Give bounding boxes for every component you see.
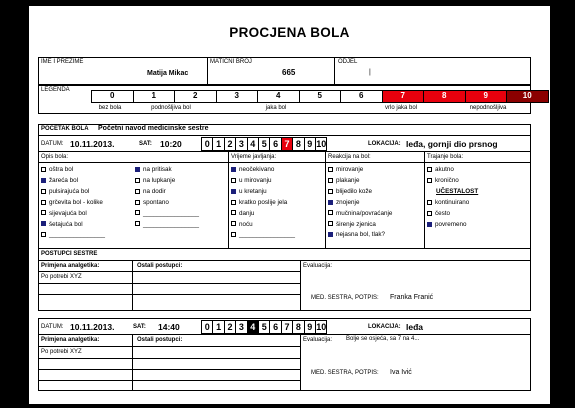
legend-cell-8: 8 [423, 90, 466, 103]
location-label-2: LOKACIJA: [368, 324, 401, 330]
reaction-option[interactable] [328, 210, 392, 217]
scale-box-8[interactable]: 8 [292, 137, 304, 151]
pain-trigger-option-label: na dodir [143, 187, 166, 195]
scale-box-7[interactable]: 7 [281, 137, 293, 151]
checkbox[interactable] [231, 221, 236, 226]
checkbox[interactable] [135, 167, 140, 172]
checkbox[interactable] [427, 178, 432, 183]
checkbox[interactable] [231, 189, 236, 194]
pain-type-option-label: šetajuća bol [49, 220, 83, 228]
start-label: POČETAK BOLA [41, 126, 89, 132]
reaction-option[interactable] [328, 188, 372, 195]
scale-box-2[interactable]: 2 [224, 320, 236, 334]
timing-option-label: danju [239, 209, 255, 217]
reaction-option-label: blijedilo kože [336, 187, 373, 195]
reaction-option[interactable] [328, 199, 359, 206]
nurse-label-1: MED. SESTRA, POTPIS: [311, 295, 379, 301]
checkbox[interactable] [41, 167, 46, 172]
pain-type-option[interactable] [41, 188, 89, 195]
legend-cell-3: 3 [216, 90, 259, 103]
date-label-2: DATUM: [41, 324, 64, 330]
scale-box-1[interactable]: 1 [212, 137, 224, 151]
checkbox[interactable] [41, 178, 46, 183]
record-value: 665 [282, 68, 296, 77]
location-value-1: leđa, gornji dio prsnog [406, 139, 498, 149]
pain-type-option[interactable] [41, 177, 78, 184]
ward-value: | [369, 69, 371, 76]
reaction-option-label: mučnina/povraćanje [336, 209, 393, 217]
legend-caption-1: podnošljiva bol [151, 105, 191, 111]
location-label-1: LOKACIJA: [368, 141, 401, 147]
scale-box-10[interactable]: 10 [316, 322, 327, 332]
duration-option[interactable] [427, 177, 459, 184]
pain-type-option[interactable] [41, 231, 105, 238]
legend-caption-0: bez bola [98, 105, 122, 111]
frequency-option[interactable] [427, 221, 467, 228]
pain-type-option[interactable] [41, 221, 83, 228]
scale-box-4[interactable]: 4 [247, 137, 259, 151]
checkbox[interactable] [231, 200, 236, 205]
checkbox[interactable] [328, 221, 333, 226]
legend-caption-4: nepodnošljiva [469, 105, 507, 111]
pain-trigger-option-label: ________________ [143, 209, 200, 217]
other-label-2: Ostali postupci: [137, 337, 183, 343]
name-label: IME I PREZIME [41, 59, 84, 65]
time-label-1: SAT: [139, 141, 152, 147]
duration-option-label: akutno [435, 166, 454, 173]
checkbox[interactable] [41, 200, 46, 205]
scale-box-9[interactable]: 9 [304, 137, 316, 151]
timing-option-label: noću [239, 220, 253, 228]
nurse-value-1: Franka Franić [390, 294, 434, 301]
scale-box-3[interactable]: 3 [235, 320, 247, 334]
date-value-1: 10.11.2013. [70, 139, 115, 149]
checkbox[interactable] [135, 178, 140, 183]
pain-type-option[interactable] [41, 199, 103, 206]
legend-cell-10: 10 [506, 90, 549, 103]
legend-cell-0: 0 [91, 90, 134, 103]
duration-label: Trajanje bola: [427, 154, 464, 160]
timing-option-label: u mirovanju [239, 176, 272, 184]
scale-box-2[interactable]: 2 [224, 137, 236, 151]
checkbox[interactable] [427, 211, 432, 216]
analgesia-value-1: Po potrebi XYZ [41, 274, 82, 280]
legend-cell-5: 5 [299, 90, 342, 103]
analgesia-value-2: Po potrebi XYZ [41, 349, 82, 355]
reaction-option-label: nejasna bol, tlak? [336, 231, 386, 239]
checkbox[interactable] [427, 222, 432, 227]
scale-box-5[interactable]: 5 [258, 320, 270, 334]
checkbox[interactable] [41, 221, 46, 226]
pain-trigger-option-label: ________________ [143, 220, 200, 228]
pain-trigger-option-label: spontano [143, 198, 169, 206]
checkbox[interactable] [427, 167, 432, 172]
checkbox[interactable] [41, 210, 46, 215]
name-value: Matija Mikac [147, 70, 189, 77]
legend-label: LEGENDA [41, 87, 70, 93]
checkbox[interactable] [231, 178, 236, 183]
checkbox[interactable] [41, 189, 46, 194]
checkbox[interactable] [328, 189, 333, 194]
legend-cell-2: 2 [174, 90, 217, 103]
reaction-label: Reakcija na bol: [328, 154, 371, 160]
checkbox[interactable] [328, 167, 333, 172]
scale-box-10[interactable]: 10 [316, 139, 327, 149]
pain-trigger-option-label: na lupkanje [143, 176, 176, 184]
legend-caption-2: jaka bol [265, 105, 287, 111]
checkbox[interactable] [328, 232, 333, 237]
checkbox[interactable] [231, 232, 236, 237]
time-value-2: 14:40 [158, 322, 180, 332]
pain-type-option-label: ________________ [49, 231, 106, 239]
time-value-1: 10:20 [160, 139, 182, 149]
pain-assessment-form [29, 6, 550, 404]
timing-option[interactable] [231, 166, 274, 173]
pain-trigger-option[interactable] [135, 210, 199, 217]
scale-box-4[interactable]: 4 [247, 320, 259, 334]
checkbox[interactable] [328, 178, 333, 183]
scale-box-9[interactable]: 9 [304, 320, 316, 334]
pain-type-label: Opis bola: [41, 154, 69, 160]
scale-box-0[interactable]: 0 [201, 320, 213, 334]
pain-type-option-label: žareća bol [49, 176, 79, 184]
nurse-value-2: Iva Ivić [390, 369, 412, 376]
reaction-option[interactable] [328, 177, 359, 184]
checkbox[interactable] [231, 167, 236, 172]
checkbox[interactable] [41, 232, 46, 237]
checkbox[interactable] [231, 210, 236, 215]
timing-option-label: u kretanju [239, 187, 267, 195]
form-title: PROCJENA BOLA [229, 25, 350, 40]
pain-trigger-option[interactable] [135, 166, 172, 173]
timing-option[interactable] [231, 221, 253, 228]
location-value-2: leđa [406, 322, 424, 332]
checkbox[interactable] [427, 200, 432, 205]
frequency-option[interactable] [427, 199, 469, 206]
checkbox[interactable] [328, 200, 333, 205]
pain-type-option-label: oštra bol [49, 166, 74, 173]
date-value-2: 10.11.2013. [70, 322, 115, 332]
pain-trigger-option[interactable] [135, 199, 169, 206]
procedures-label: POSTUPCI SESTRE [41, 251, 98, 257]
reaction-option[interactable] [328, 221, 376, 228]
duration-option[interactable] [427, 166, 454, 173]
scale-box-5[interactable]: 5 [258, 137, 270, 151]
legend-cell-1: 1 [133, 90, 176, 103]
checkbox[interactable] [135, 200, 140, 205]
pain-type-option-label: pulsirajuća bol [49, 187, 90, 195]
timing-option[interactable] [231, 188, 267, 195]
scale-box-6[interactable]: 6 [269, 320, 281, 334]
record-label: MATIČNI BROJ [210, 59, 252, 65]
evaluation-value-2: Bolje se osjeća, sa 7 na 4... [346, 336, 420, 342]
checkbox[interactable] [135, 210, 140, 215]
legend-cell-6: 6 [340, 90, 383, 103]
timing-option-label: neočekivano [239, 166, 275, 173]
start-value: Početni navod medicinske sestre [98, 125, 209, 132]
frequency-option-label: kontinuirano [435, 199, 470, 206]
legend-cell-4: 4 [257, 90, 300, 103]
legend-cell-7: 7 [382, 90, 425, 103]
time-label-2: SAT: [133, 324, 146, 330]
evaluation-label-2: Evaluacija: [303, 337, 333, 343]
frequency-option[interactable] [427, 210, 450, 217]
reaction-option-label: mirovanje [336, 166, 364, 173]
timing-label: Vrijeme javljanja: [231, 154, 277, 160]
reaction-option[interactable] [328, 166, 363, 173]
timing-option[interactable] [231, 177, 272, 184]
frequency-option-label: često [435, 209, 451, 217]
legend-caption-3: vrlo jaka bol [384, 105, 417, 111]
scale-box-7[interactable]: 7 [281, 320, 293, 334]
reaction-option[interactable] [328, 231, 385, 238]
checkbox[interactable] [135, 189, 140, 194]
pain-type-option[interactable] [41, 166, 73, 173]
reaction-option-label: širenje zjenica [336, 220, 376, 228]
ward-label: ODJEL [338, 59, 358, 65]
timing-option[interactable] [231, 231, 295, 238]
pain-trigger-option-label: na pritisak [143, 166, 172, 173]
scale-box-3[interactable]: 3 [235, 137, 247, 151]
pain-trigger-option[interactable] [135, 177, 175, 184]
legend-cell-9: 9 [465, 90, 508, 103]
other-label-1: Ostali postupci: [137, 263, 183, 269]
reaction-option-label: znojenje [336, 198, 360, 206]
pain-trigger-option[interactable] [135, 221, 199, 228]
scale-box-6[interactable]: 6 [269, 137, 281, 151]
checkbox[interactable] [328, 210, 333, 215]
pain-type-option[interactable] [41, 210, 87, 217]
analgesia-label-1: Primjena analgetika: [41, 263, 100, 269]
scale-box-0[interactable]: 0 [201, 137, 213, 151]
analgesia-label-2: Primjena analgetika: [41, 337, 100, 343]
timing-option[interactable] [231, 210, 254, 217]
date-label-1: DATUM: [41, 141, 64, 147]
scale-box-8[interactable]: 8 [292, 320, 304, 334]
timing-option-label: kratko poslije jela [239, 198, 288, 206]
frequency-label: UČESTALOST [436, 188, 479, 195]
pain-trigger-option[interactable] [135, 188, 166, 195]
nurse-label-2: MED. SESTRA, POTPIS: [311, 370, 379, 376]
checkbox[interactable] [135, 221, 140, 226]
frequency-option-label: povremeno [435, 220, 467, 228]
timing-option[interactable] [231, 199, 287, 206]
pain-type-option-label: grčevita bol - kolike [49, 198, 103, 206]
pain-type-option-label: sijevajuća bol [49, 209, 87, 217]
scale-box-1[interactable]: 1 [212, 320, 224, 334]
duration-option-label: kronično [435, 176, 459, 184]
reaction-option-label: plakanje [336, 176, 360, 184]
evaluation-label-1: Evaluacija: [303, 263, 333, 269]
timing-option-label: ________________ [239, 231, 296, 239]
